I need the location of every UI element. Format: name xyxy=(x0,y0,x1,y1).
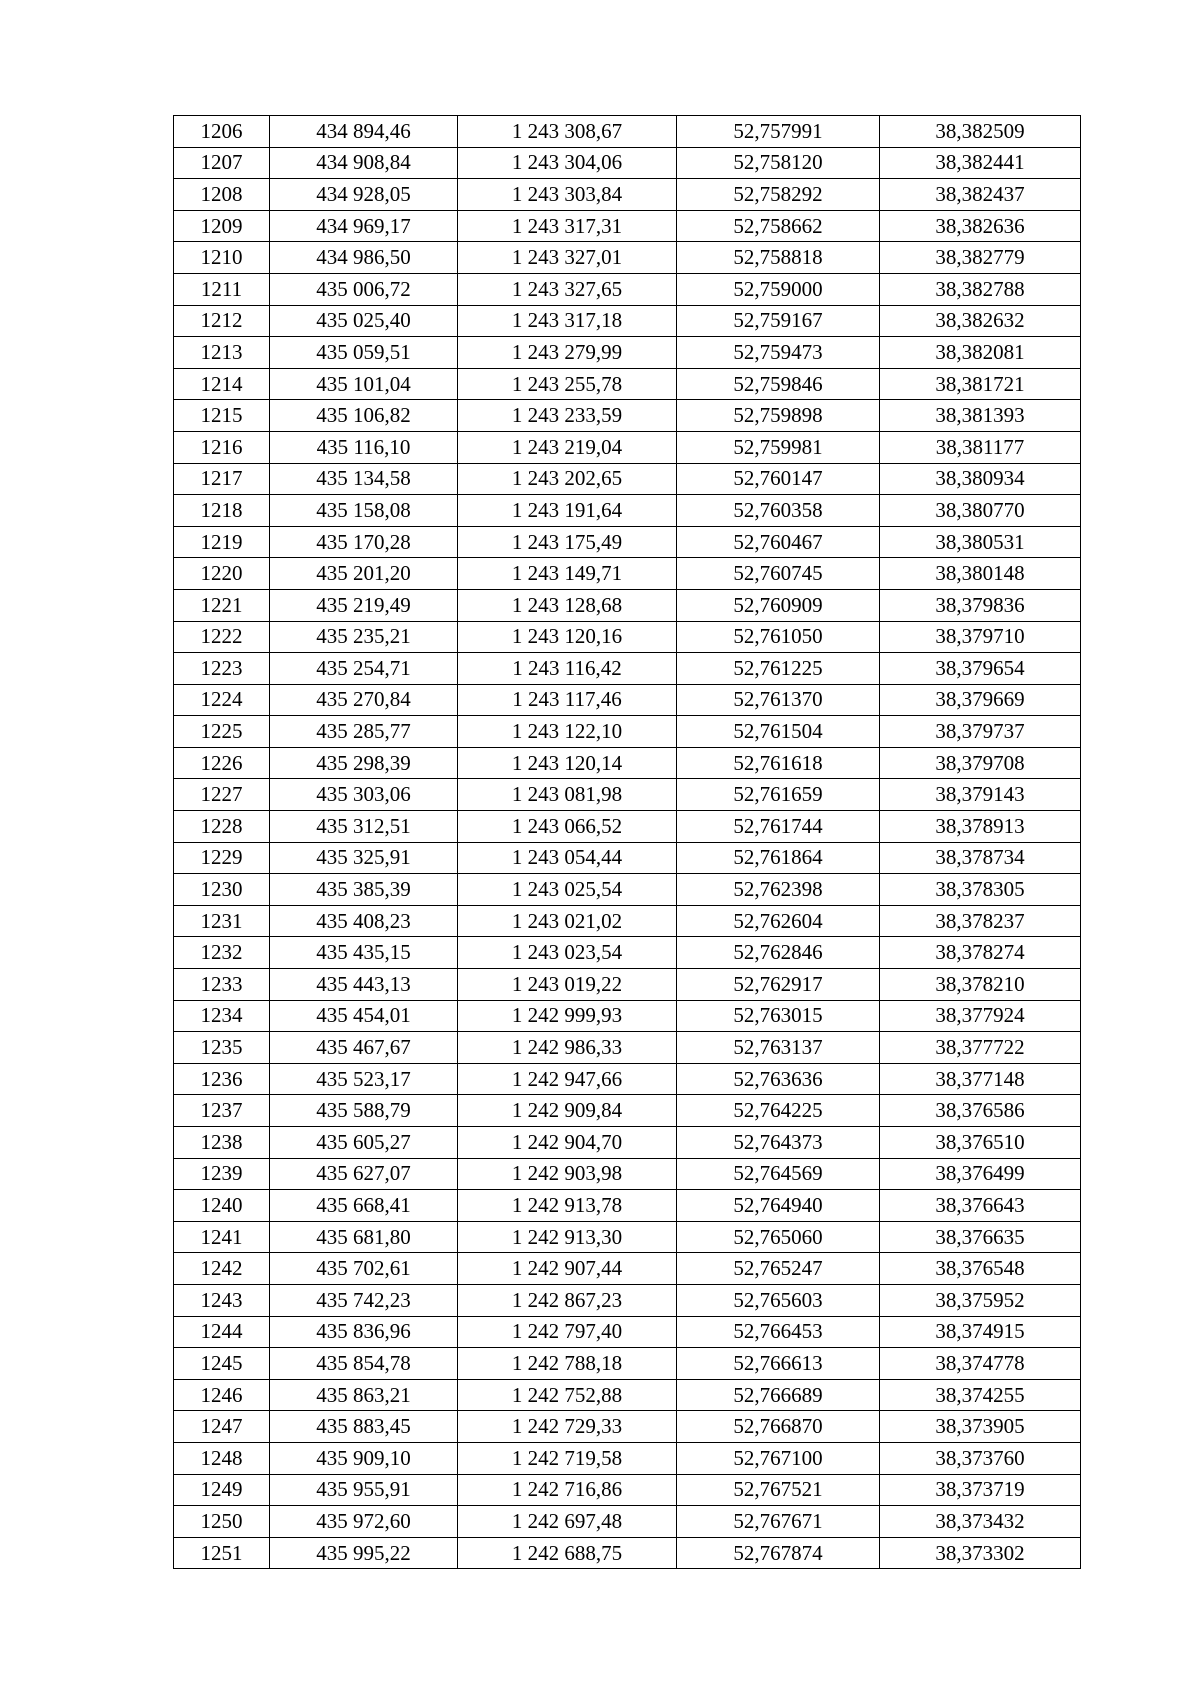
point-number-cell: 1246 xyxy=(174,1379,270,1411)
table-row xyxy=(174,716,1081,748)
x-coordinate-cell: 435 408,23 xyxy=(270,905,458,937)
point-number-cell: 1226 xyxy=(174,747,270,779)
longitude-cell: 38,379737 xyxy=(880,716,1081,748)
table-row xyxy=(174,1095,1081,1127)
x-coordinate-cell: 435 106,82 xyxy=(270,400,458,432)
latitude-cell: 52,759846 xyxy=(677,368,880,400)
x-coordinate-cell: 435 854,78 xyxy=(270,1348,458,1380)
y-coordinate-cell: 1 243 255,78 xyxy=(458,368,677,400)
table-row xyxy=(174,1411,1081,1443)
point-number-cell: 1248 xyxy=(174,1442,270,1474)
point-number-cell: 1250 xyxy=(174,1506,270,1538)
x-coordinate-cell: 435 681,80 xyxy=(270,1221,458,1253)
table-row xyxy=(174,210,1081,242)
y-coordinate-cell: 1 243 054,44 xyxy=(458,842,677,874)
y-coordinate-cell: 1 242 904,70 xyxy=(458,1127,677,1159)
y-coordinate-cell: 1 242 697,48 xyxy=(458,1506,677,1538)
y-coordinate-cell: 1 243 021,02 xyxy=(458,905,677,937)
y-coordinate-cell: 1 242 719,58 xyxy=(458,1442,677,1474)
y-coordinate-cell: 1 242 688,75 xyxy=(458,1537,677,1569)
y-coordinate-cell: 1 243 279,99 xyxy=(458,337,677,369)
x-coordinate-cell: 434 986,50 xyxy=(270,242,458,274)
y-coordinate-cell: 1 243 120,14 xyxy=(458,747,677,779)
x-coordinate-cell: 435 116,10 xyxy=(270,431,458,463)
longitude-cell: 38,379710 xyxy=(880,621,1081,653)
y-coordinate-cell: 1 243 149,71 xyxy=(458,558,677,590)
x-coordinate-cell: 434 908,84 xyxy=(270,147,458,179)
table-row xyxy=(174,589,1081,621)
point-number-cell: 1249 xyxy=(174,1474,270,1506)
x-coordinate-cell: 434 969,17 xyxy=(270,210,458,242)
table-row xyxy=(174,242,1081,274)
latitude-cell: 52,762604 xyxy=(677,905,880,937)
point-number-cell: 1223 xyxy=(174,653,270,685)
x-coordinate-cell: 435 467,67 xyxy=(270,1032,458,1064)
x-coordinate-cell: 435 158,08 xyxy=(270,495,458,527)
point-number-cell: 1243 xyxy=(174,1284,270,1316)
latitude-cell: 52,767521 xyxy=(677,1474,880,1506)
table-row xyxy=(174,1442,1081,1474)
table-row xyxy=(174,305,1081,337)
table-row xyxy=(174,463,1081,495)
latitude-cell: 52,760745 xyxy=(677,558,880,590)
latitude-cell: 52,760909 xyxy=(677,589,880,621)
latitude-cell: 52,764569 xyxy=(677,1158,880,1190)
latitude-cell: 52,761744 xyxy=(677,811,880,843)
longitude-cell: 38,379836 xyxy=(880,589,1081,621)
y-coordinate-cell: 1 243 122,10 xyxy=(458,716,677,748)
table-row xyxy=(174,905,1081,937)
table-row xyxy=(174,842,1081,874)
y-coordinate-cell: 1 243 219,04 xyxy=(458,431,677,463)
point-number-cell: 1219 xyxy=(174,526,270,558)
longitude-cell: 38,376586 xyxy=(880,1095,1081,1127)
latitude-cell: 52,761659 xyxy=(677,779,880,811)
y-coordinate-cell: 1 243 081,98 xyxy=(458,779,677,811)
longitude-cell: 38,376635 xyxy=(880,1221,1081,1253)
longitude-cell: 38,379143 xyxy=(880,779,1081,811)
y-coordinate-cell: 1 243 304,06 xyxy=(458,147,677,179)
y-coordinate-cell: 1 242 909,84 xyxy=(458,1095,677,1127)
latitude-cell: 52,767100 xyxy=(677,1442,880,1474)
latitude-cell: 52,761864 xyxy=(677,842,880,874)
x-coordinate-cell: 435 059,51 xyxy=(270,337,458,369)
y-coordinate-cell: 1 242 913,30 xyxy=(458,1221,677,1253)
x-coordinate-cell: 435 863,21 xyxy=(270,1379,458,1411)
x-coordinate-cell: 435 443,13 xyxy=(270,969,458,1001)
latitude-cell: 52,760147 xyxy=(677,463,880,495)
longitude-cell: 38,377924 xyxy=(880,1000,1081,1032)
latitude-cell: 52,765060 xyxy=(677,1221,880,1253)
y-coordinate-cell: 1 243 175,49 xyxy=(458,526,677,558)
point-number-cell: 1247 xyxy=(174,1411,270,1443)
table-row xyxy=(174,1316,1081,1348)
table-row xyxy=(174,273,1081,305)
longitude-cell: 38,373719 xyxy=(880,1474,1081,1506)
latitude-cell: 52,758120 xyxy=(677,147,880,179)
x-coordinate-cell: 435 298,39 xyxy=(270,747,458,779)
table-row xyxy=(174,1284,1081,1316)
x-coordinate-cell: 435 668,41 xyxy=(270,1190,458,1222)
table-row xyxy=(174,653,1081,685)
table-row xyxy=(174,1474,1081,1506)
y-coordinate-cell: 1 242 797,40 xyxy=(458,1316,677,1348)
point-number-cell: 1251 xyxy=(174,1537,270,1569)
table-row xyxy=(174,684,1081,716)
latitude-cell: 52,763636 xyxy=(677,1063,880,1095)
point-number-cell: 1211 xyxy=(174,273,270,305)
table-row xyxy=(174,1000,1081,1032)
y-coordinate-cell: 1 242 716,86 xyxy=(458,1474,677,1506)
point-number-cell: 1232 xyxy=(174,937,270,969)
x-coordinate-cell: 435 285,77 xyxy=(270,716,458,748)
longitude-cell: 38,378913 xyxy=(880,811,1081,843)
longitude-cell: 38,380148 xyxy=(880,558,1081,590)
table-row xyxy=(174,874,1081,906)
longitude-cell: 38,378734 xyxy=(880,842,1081,874)
latitude-cell: 52,761225 xyxy=(677,653,880,685)
longitude-cell: 38,382779 xyxy=(880,242,1081,274)
y-coordinate-cell: 1 242 729,33 xyxy=(458,1411,677,1443)
point-number-cell: 1212 xyxy=(174,305,270,337)
latitude-cell: 52,761504 xyxy=(677,716,880,748)
latitude-cell: 52,758818 xyxy=(677,242,880,274)
y-coordinate-cell: 1 242 752,88 xyxy=(458,1379,677,1411)
longitude-cell: 38,380531 xyxy=(880,526,1081,558)
point-number-cell: 1217 xyxy=(174,463,270,495)
y-coordinate-cell: 1 242 986,33 xyxy=(458,1032,677,1064)
table-row xyxy=(174,811,1081,843)
latitude-cell: 52,762917 xyxy=(677,969,880,1001)
table-row xyxy=(174,431,1081,463)
table-row xyxy=(174,1379,1081,1411)
x-coordinate-cell: 435 219,49 xyxy=(270,589,458,621)
y-coordinate-cell: 1 243 317,18 xyxy=(458,305,677,337)
y-coordinate-cell: 1 243 117,46 xyxy=(458,684,677,716)
point-number-cell: 1241 xyxy=(174,1221,270,1253)
y-coordinate-cell: 1 243 128,68 xyxy=(458,589,677,621)
y-coordinate-cell: 1 242 788,18 xyxy=(458,1348,677,1380)
point-number-cell: 1245 xyxy=(174,1348,270,1380)
table-row xyxy=(174,337,1081,369)
longitude-cell: 38,382437 xyxy=(880,179,1081,211)
x-coordinate-cell: 435 101,04 xyxy=(270,368,458,400)
latitude-cell: 52,759898 xyxy=(677,400,880,432)
longitude-cell: 38,374778 xyxy=(880,1348,1081,1380)
x-coordinate-cell: 435 454,01 xyxy=(270,1000,458,1032)
table-row xyxy=(174,116,1081,148)
y-coordinate-cell: 1 243 191,64 xyxy=(458,495,677,527)
x-coordinate-cell: 435 312,51 xyxy=(270,811,458,843)
x-coordinate-cell: 435 523,17 xyxy=(270,1063,458,1095)
x-coordinate-cell: 435 235,21 xyxy=(270,621,458,653)
table-row xyxy=(174,1348,1081,1380)
x-coordinate-cell: 434 894,46 xyxy=(270,116,458,148)
point-number-cell: 1244 xyxy=(174,1316,270,1348)
point-number-cell: 1239 xyxy=(174,1158,270,1190)
x-coordinate-cell: 435 995,22 xyxy=(270,1537,458,1569)
x-coordinate-cell: 435 955,91 xyxy=(270,1474,458,1506)
y-coordinate-cell: 1 243 025,54 xyxy=(458,874,677,906)
point-number-cell: 1208 xyxy=(174,179,270,211)
longitude-cell: 38,378274 xyxy=(880,937,1081,969)
point-number-cell: 1231 xyxy=(174,905,270,937)
table-row xyxy=(174,621,1081,653)
x-coordinate-cell: 435 883,45 xyxy=(270,1411,458,1443)
point-number-cell: 1221 xyxy=(174,589,270,621)
longitude-cell: 38,379708 xyxy=(880,747,1081,779)
point-number-cell: 1225 xyxy=(174,716,270,748)
longitude-cell: 38,378237 xyxy=(880,905,1081,937)
y-coordinate-cell: 1 243 202,65 xyxy=(458,463,677,495)
longitude-cell: 38,378210 xyxy=(880,969,1081,1001)
x-coordinate-cell: 434 928,05 xyxy=(270,179,458,211)
x-coordinate-cell: 435 702,61 xyxy=(270,1253,458,1285)
latitude-cell: 52,766453 xyxy=(677,1316,880,1348)
latitude-cell: 52,758292 xyxy=(677,179,880,211)
point-number-cell: 1238 xyxy=(174,1127,270,1159)
table-row xyxy=(174,1506,1081,1538)
table-row xyxy=(174,368,1081,400)
table-row xyxy=(174,179,1081,211)
point-number-cell: 1228 xyxy=(174,811,270,843)
point-number-cell: 1237 xyxy=(174,1095,270,1127)
latitude-cell: 52,767671 xyxy=(677,1506,880,1538)
table-row xyxy=(174,779,1081,811)
latitude-cell: 52,761370 xyxy=(677,684,880,716)
longitude-cell: 38,373760 xyxy=(880,1442,1081,1474)
y-coordinate-cell: 1 243 120,16 xyxy=(458,621,677,653)
y-coordinate-cell: 1 243 317,31 xyxy=(458,210,677,242)
longitude-cell: 38,377722 xyxy=(880,1032,1081,1064)
table-row xyxy=(174,400,1081,432)
point-number-cell: 1206 xyxy=(174,116,270,148)
point-number-cell: 1218 xyxy=(174,495,270,527)
table-row xyxy=(174,1127,1081,1159)
longitude-cell: 38,376643 xyxy=(880,1190,1081,1222)
point-number-cell: 1220 xyxy=(174,558,270,590)
latitude-cell: 52,760358 xyxy=(677,495,880,527)
x-coordinate-cell: 435 605,27 xyxy=(270,1127,458,1159)
longitude-cell: 38,381393 xyxy=(880,400,1081,432)
latitude-cell: 52,762846 xyxy=(677,937,880,969)
latitude-cell: 52,759167 xyxy=(677,305,880,337)
table-row xyxy=(174,1158,1081,1190)
point-number-cell: 1233 xyxy=(174,969,270,1001)
longitude-cell: 38,379669 xyxy=(880,684,1081,716)
longitude-cell: 38,382509 xyxy=(880,116,1081,148)
latitude-cell: 52,766613 xyxy=(677,1348,880,1380)
point-number-cell: 1210 xyxy=(174,242,270,274)
longitude-cell: 38,376548 xyxy=(880,1253,1081,1285)
longitude-cell: 38,381177 xyxy=(880,431,1081,463)
y-coordinate-cell: 1 243 116,42 xyxy=(458,653,677,685)
point-number-cell: 1234 xyxy=(174,1000,270,1032)
latitude-cell: 52,765603 xyxy=(677,1284,880,1316)
y-coordinate-cell: 1 242 903,98 xyxy=(458,1158,677,1190)
longitude-cell: 38,382788 xyxy=(880,273,1081,305)
longitude-cell: 38,375952 xyxy=(880,1284,1081,1316)
latitude-cell: 52,757991 xyxy=(677,116,880,148)
table-row xyxy=(174,1063,1081,1095)
latitude-cell: 52,763015 xyxy=(677,1000,880,1032)
y-coordinate-cell: 1 242 867,23 xyxy=(458,1284,677,1316)
longitude-cell: 38,382441 xyxy=(880,147,1081,179)
x-coordinate-cell: 435 385,39 xyxy=(270,874,458,906)
y-coordinate-cell: 1 243 023,54 xyxy=(458,937,677,969)
latitude-cell: 52,763137 xyxy=(677,1032,880,1064)
y-coordinate-cell: 1 243 327,65 xyxy=(458,273,677,305)
latitude-cell: 52,761618 xyxy=(677,747,880,779)
point-number-cell: 1216 xyxy=(174,431,270,463)
x-coordinate-cell: 435 742,23 xyxy=(270,1284,458,1316)
y-coordinate-cell: 1 243 303,84 xyxy=(458,179,677,211)
latitude-cell: 52,759473 xyxy=(677,337,880,369)
y-coordinate-cell: 1 242 913,78 xyxy=(458,1190,677,1222)
point-number-cell: 1236 xyxy=(174,1063,270,1095)
table-row xyxy=(174,1190,1081,1222)
longitude-cell: 38,382636 xyxy=(880,210,1081,242)
longitude-cell: 38,373905 xyxy=(880,1411,1081,1443)
x-coordinate-cell: 435 627,07 xyxy=(270,1158,458,1190)
x-coordinate-cell: 435 134,58 xyxy=(270,463,458,495)
latitude-cell: 52,765247 xyxy=(677,1253,880,1285)
table-row xyxy=(174,495,1081,527)
x-coordinate-cell: 435 303,06 xyxy=(270,779,458,811)
x-coordinate-cell: 435 909,10 xyxy=(270,1442,458,1474)
longitude-cell: 38,381721 xyxy=(880,368,1081,400)
longitude-cell: 38,376499 xyxy=(880,1158,1081,1190)
latitude-cell: 52,764373 xyxy=(677,1127,880,1159)
table-row xyxy=(174,558,1081,590)
x-coordinate-cell: 435 025,40 xyxy=(270,305,458,337)
y-coordinate-cell: 1 243 308,67 xyxy=(458,116,677,148)
point-number-cell: 1242 xyxy=(174,1253,270,1285)
latitude-cell: 52,764940 xyxy=(677,1190,880,1222)
longitude-cell: 38,379654 xyxy=(880,653,1081,685)
x-coordinate-cell: 435 588,79 xyxy=(270,1095,458,1127)
x-coordinate-cell: 435 435,15 xyxy=(270,937,458,969)
point-number-cell: 1235 xyxy=(174,1032,270,1064)
longitude-cell: 38,373432 xyxy=(880,1506,1081,1538)
y-coordinate-cell: 1 243 066,52 xyxy=(458,811,677,843)
longitude-cell: 38,382632 xyxy=(880,305,1081,337)
y-coordinate-cell: 1 243 019,22 xyxy=(458,969,677,1001)
y-coordinate-cell: 1 243 327,01 xyxy=(458,242,677,274)
latitude-cell: 52,759000 xyxy=(677,273,880,305)
table-row xyxy=(174,1537,1081,1569)
point-number-cell: 1230 xyxy=(174,874,270,906)
x-coordinate-cell: 435 325,91 xyxy=(270,842,458,874)
point-number-cell: 1227 xyxy=(174,779,270,811)
point-number-cell: 1209 xyxy=(174,210,270,242)
point-number-cell: 1215 xyxy=(174,400,270,432)
x-coordinate-cell: 435 836,96 xyxy=(270,1316,458,1348)
latitude-cell: 52,766870 xyxy=(677,1411,880,1443)
point-number-cell: 1240 xyxy=(174,1190,270,1222)
point-number-cell: 1207 xyxy=(174,147,270,179)
table-row xyxy=(174,937,1081,969)
longitude-cell: 38,373302 xyxy=(880,1537,1081,1569)
table-row xyxy=(174,1032,1081,1064)
longitude-cell: 38,380934 xyxy=(880,463,1081,495)
longitude-cell: 38,380770 xyxy=(880,495,1081,527)
longitude-cell: 38,378305 xyxy=(880,874,1081,906)
table-row xyxy=(174,147,1081,179)
longitude-cell: 38,377148 xyxy=(880,1063,1081,1095)
point-number-cell: 1213 xyxy=(174,337,270,369)
latitude-cell: 52,762398 xyxy=(677,874,880,906)
x-coordinate-cell: 435 201,20 xyxy=(270,558,458,590)
latitude-cell: 52,764225 xyxy=(677,1095,880,1127)
x-coordinate-cell: 435 006,72 xyxy=(270,273,458,305)
point-number-cell: 1229 xyxy=(174,842,270,874)
latitude-cell: 52,758662 xyxy=(677,210,880,242)
table-row xyxy=(174,1253,1081,1285)
y-coordinate-cell: 1 242 999,93 xyxy=(458,1000,677,1032)
longitude-cell: 38,376510 xyxy=(880,1127,1081,1159)
coordinates-table xyxy=(173,115,1081,1569)
latitude-cell: 52,761050 xyxy=(677,621,880,653)
x-coordinate-cell: 435 270,84 xyxy=(270,684,458,716)
x-coordinate-cell: 435 972,60 xyxy=(270,1506,458,1538)
coordinates-table-body xyxy=(174,116,1081,1569)
table-row xyxy=(174,526,1081,558)
latitude-cell: 52,760467 xyxy=(677,526,880,558)
point-number-cell: 1222 xyxy=(174,621,270,653)
longitude-cell: 38,382081 xyxy=(880,337,1081,369)
latitude-cell: 52,766689 xyxy=(677,1379,880,1411)
table-row xyxy=(174,969,1081,1001)
latitude-cell: 52,767874 xyxy=(677,1537,880,1569)
table-row xyxy=(174,747,1081,779)
point-number-cell: 1214 xyxy=(174,368,270,400)
longitude-cell: 38,374915 xyxy=(880,1316,1081,1348)
longitude-cell: 38,374255 xyxy=(880,1379,1081,1411)
x-coordinate-cell: 435 170,28 xyxy=(270,526,458,558)
y-coordinate-cell: 1 242 907,44 xyxy=(458,1253,677,1285)
table-row xyxy=(174,1221,1081,1253)
point-number-cell: 1224 xyxy=(174,684,270,716)
latitude-cell: 52,759981 xyxy=(677,431,880,463)
y-coordinate-cell: 1 243 233,59 xyxy=(458,400,677,432)
x-coordinate-cell: 435 254,71 xyxy=(270,653,458,685)
y-coordinate-cell: 1 242 947,66 xyxy=(458,1063,677,1095)
